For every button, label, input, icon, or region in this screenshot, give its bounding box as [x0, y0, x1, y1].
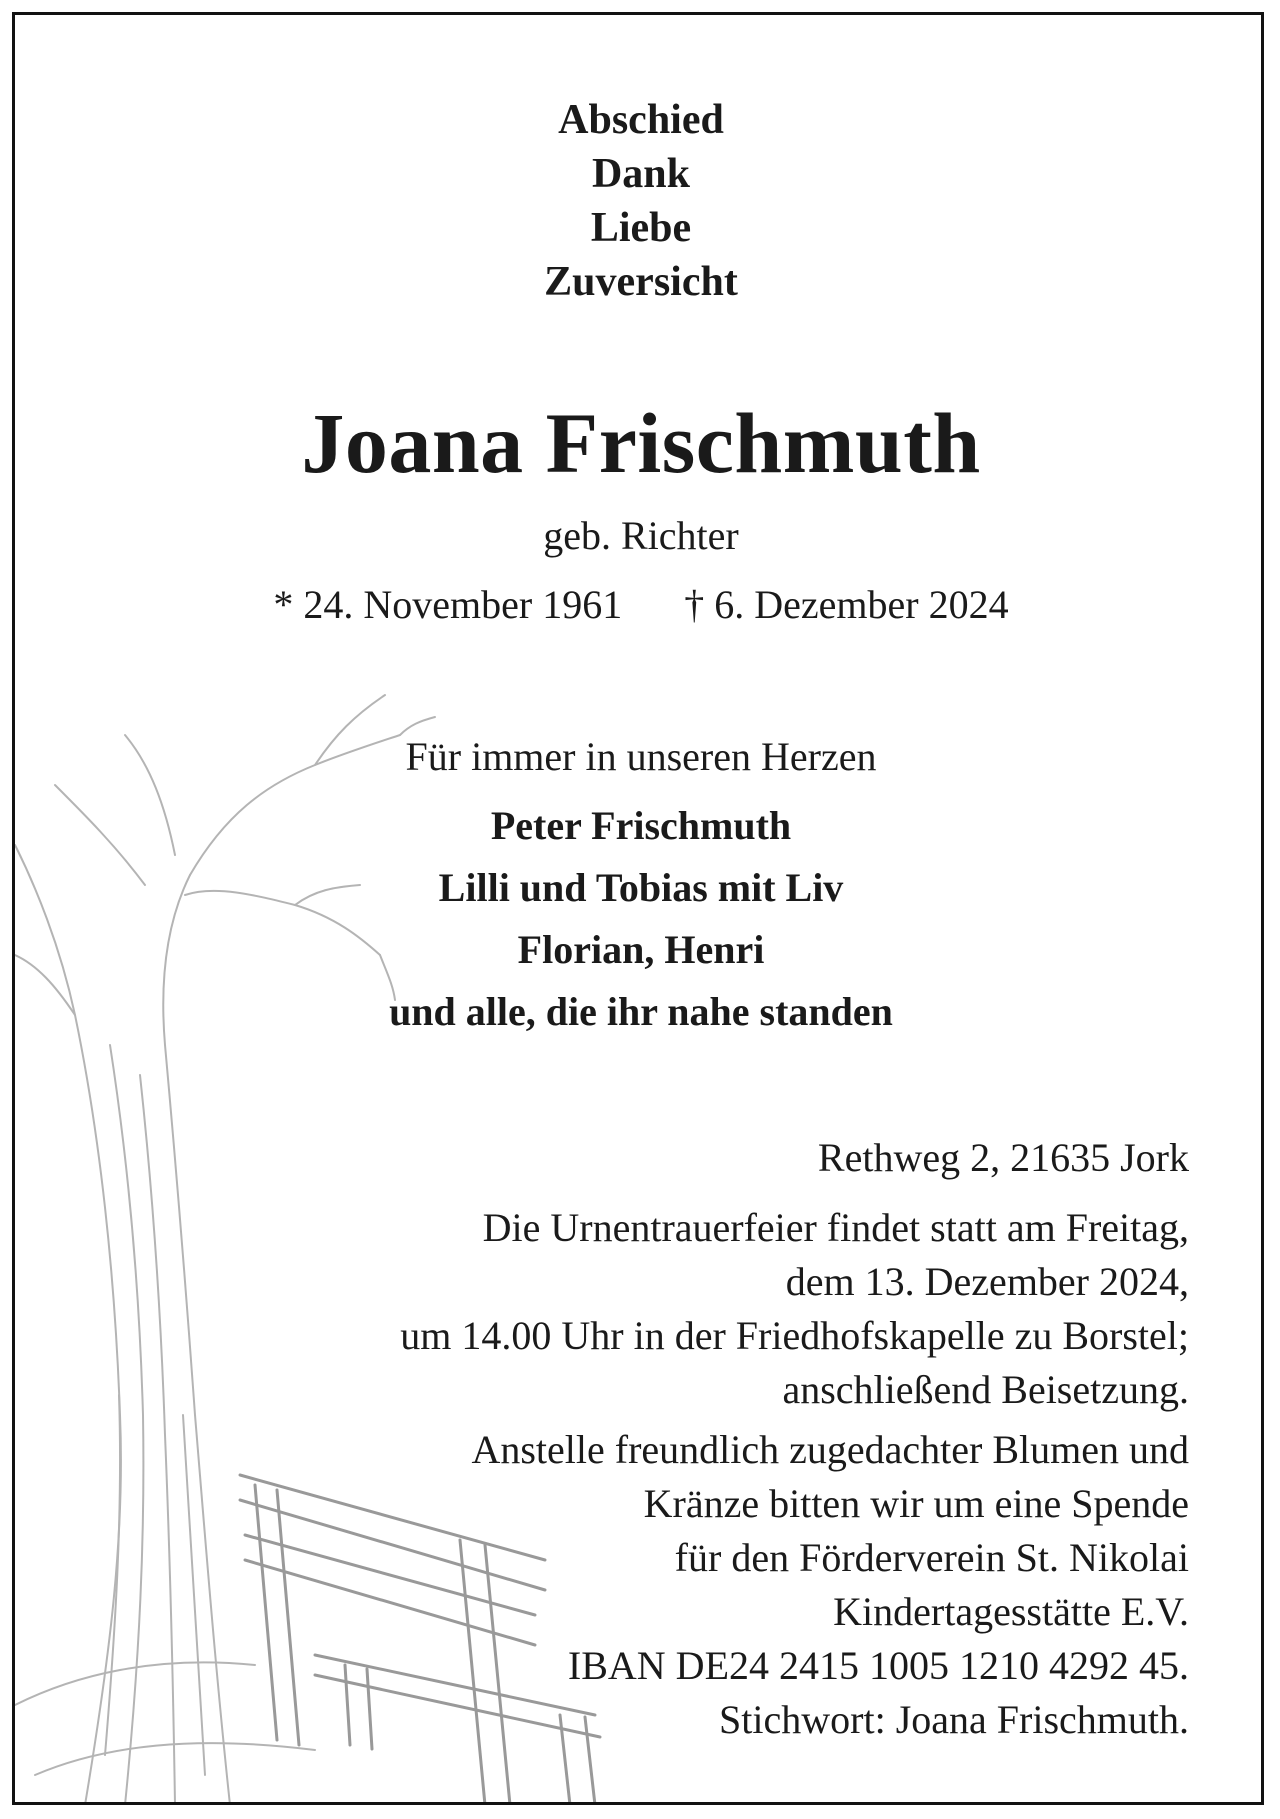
ceremony-line: dem 13. Dezember 2024,	[785, 1259, 1189, 1304]
mourners-intro: Für immer in unseren Herzen	[405, 734, 877, 779]
motto-line: Abschied	[558, 97, 724, 143]
donation-line: Kränze bitten wir um eine Spende	[643, 1481, 1189, 1526]
motto-line: Liebe	[590, 205, 692, 251]
donation-info	[471, 1423, 1189, 1747]
donation-line: Anstelle freundlich zugedachter Blumen und	[471, 1427, 1189, 1472]
family-address: Rethweg 2, 21635 Jork	[817, 1135, 1189, 1180]
deceased-name: Joana Frischmuth	[301, 395, 981, 491]
mourner-name: Lilli und Tobias mit Liv	[438, 865, 844, 910]
donation-keyword: Stichwort: Joana Frischmuth.	[719, 1697, 1189, 1742]
ceremony-line: anschließend Beisetzung.	[782, 1367, 1189, 1412]
mourner-name: Peter Frischmuth	[490, 803, 792, 848]
motto-block	[15, 93, 1264, 309]
motto-line: Dank	[591, 151, 691, 197]
death-date: † 6. Dezember 2024	[684, 582, 1009, 627]
ceremony-line: Die Urnentrauerfeier findet statt am Freitag,	[482, 1205, 1189, 1250]
donation-iban: IBAN DE24 2415 1005 1210 4292 45.	[567, 1643, 1189, 1688]
maiden-name: geb. Richter	[543, 513, 739, 558]
birth-date: * 24. November 1961	[273, 582, 623, 627]
motto-line: Zuversicht	[544, 259, 738, 305]
ceremony-line: um 14.00 Uhr in der Friedhofskapelle zu Borstel;	[400, 1313, 1189, 1358]
donation-line: für den Förderverein St. Nikolai	[674, 1535, 1189, 1580]
mourners-list	[15, 795, 1264, 1043]
life-dates	[15, 580, 1264, 630]
ceremony-info	[400, 1201, 1189, 1417]
mourner-name: und alle, die ihr nahe standen	[389, 989, 893, 1034]
obituary-frame	[12, 12, 1264, 1805]
mourner-name: Florian, Henri	[517, 927, 765, 972]
donation-line: Kindertagesstätte E.V.	[833, 1589, 1189, 1634]
